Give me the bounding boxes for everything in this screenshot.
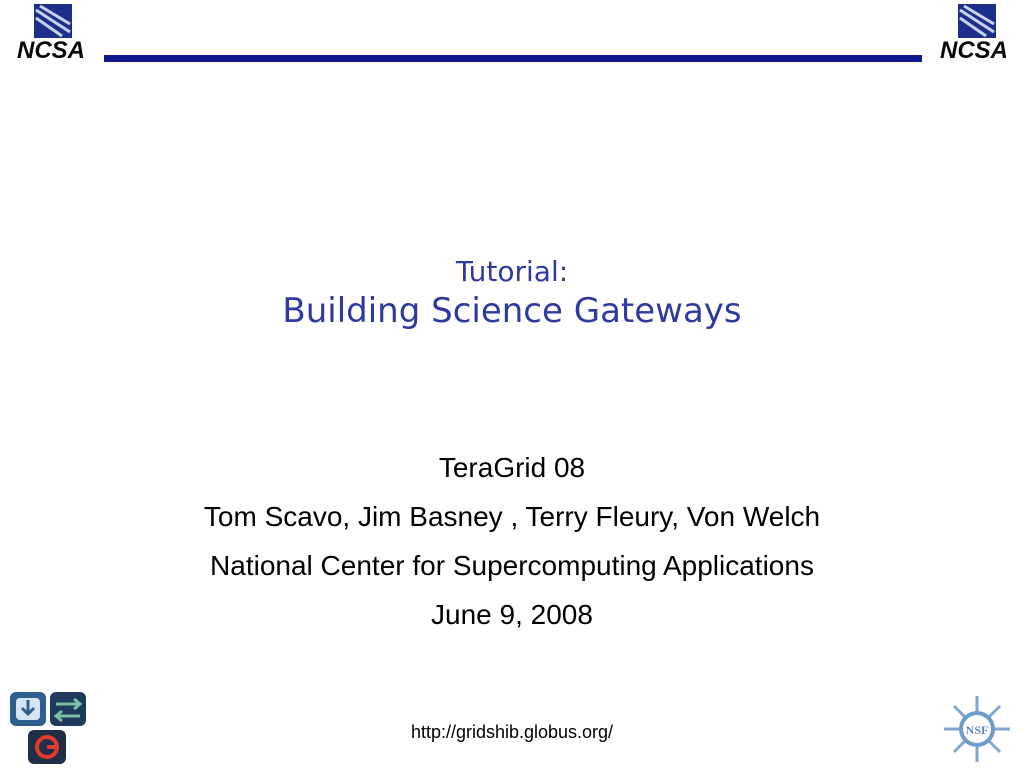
footer-url: http://gridshib.globus.org/ (410, 722, 614, 742)
date: June 9, 2008 (431, 599, 593, 630)
ncsa-logo-left-text: NCSA (16, 37, 86, 62)
title-line-1: Tutorial: (455, 255, 569, 288)
organization: National Center for Supercomputing Applications (210, 550, 814, 581)
slide-subtitle (0, 443, 1024, 639)
nsf-logo (940, 692, 1014, 766)
authors: Tom Scavo, Jim Basney , Terry Fleury, Von Welch (203, 501, 821, 532)
slide-title (0, 254, 1024, 332)
nsf-logo-text: NSF (965, 723, 989, 737)
ncsa-logo-right-text: NCSA (939, 37, 1009, 62)
event-name: TeraGrid 08 (438, 452, 586, 483)
ncsa-logo-left (6, 2, 96, 62)
ncsa-logo-right (928, 2, 1018, 62)
header-rule (104, 55, 922, 62)
title-line-2: Building Science Gateways (282, 291, 742, 331)
